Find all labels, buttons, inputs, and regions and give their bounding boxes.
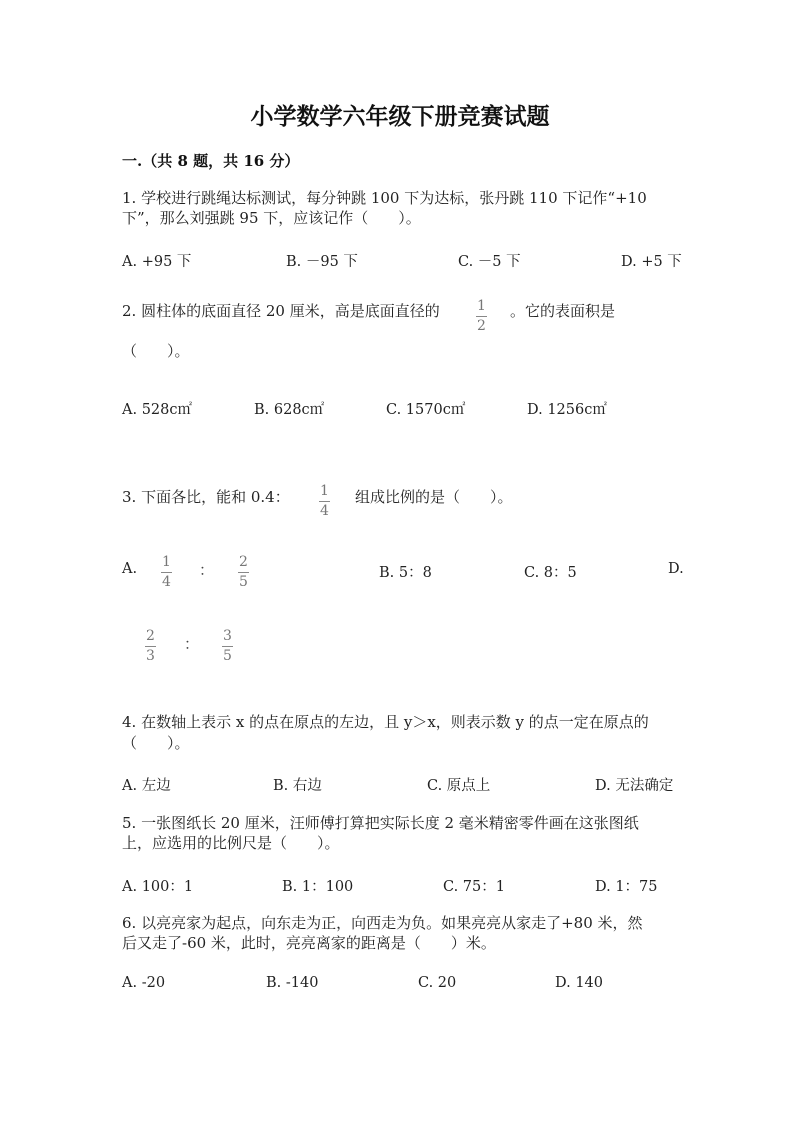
q1-option-c: C. －5 下 (458, 254, 521, 270)
q6-option-a: A. -20 (122, 975, 166, 991)
q1-option-b: B. －95 下 (286, 254, 358, 270)
question-2-line-2: （ ）。 (122, 342, 190, 360)
q4-option-a: A. 左边 (122, 778, 171, 794)
question-5-line-1: 5. 一张图纸长 20 厘米，汪师傅打算把实际长度 2 毫米精密零件画在这张图纸 (122, 814, 639, 832)
q4-option-b: B. 右边 (273, 778, 322, 794)
q3-option-a-fraction-1 (161, 555, 172, 589)
fraction-numerator: 2 (239, 554, 248, 570)
q5-option-b: B. 1：100 (282, 879, 354, 895)
q2-option-a: A. 528c㎡ (122, 402, 192, 418)
fraction-numerator: 3 (223, 628, 232, 644)
question-3-text-after: 组成比例的是（ ）。 (355, 488, 513, 506)
question-6-line-2: 后又走了-60 米，此时，亮亮离家的距离是（ ）米。 (122, 934, 496, 952)
q1-option-a: A. +95 下 (122, 254, 192, 270)
q3-option-d-colon: ： (184, 635, 200, 653)
q3-option-c: C. 8：5 (524, 565, 577, 581)
q2-fraction-denominator: 2 (477, 318, 486, 334)
q3-option-b: B. 5：8 (379, 565, 432, 581)
q1-option-d: D. +5 下 (621, 254, 682, 270)
q3-option-d-fraction-2 (222, 629, 233, 663)
q3-option-d-fraction-1 (145, 629, 156, 663)
question-6-line-1: 6. 以亮亮家为起点，向东走为正，向西走为负。如果亮亮从家走了+80 米，然 (122, 914, 643, 932)
q3-option-a-label: A. (122, 561, 138, 577)
question-2-text-before: 2. 圆柱体的底面直径 20 厘米，高是底面直径的 (122, 302, 440, 320)
q2-option-c: C. 1570c㎡ (386, 402, 466, 418)
q5-option-d: D. 1：75 (595, 879, 658, 895)
q3-option-a-colon: ： (199, 561, 215, 579)
q5-option-a: A. 100：1 (122, 879, 194, 895)
q2-option-d: D. 1256c㎡ (527, 402, 607, 418)
fraction-denominator: 5 (239, 574, 248, 590)
q6-option-b: B. -140 (266, 975, 319, 991)
q2-fraction-numerator: 1 (477, 298, 486, 314)
q6-option-c: C. 20 (418, 975, 457, 991)
question-4-line-1: 4. 在数轴上表示 x 的点在原点的左边，且 y＞x，则表示数 y 的点一定在原点的 (122, 713, 649, 731)
q4-option-c: C. 原点上 (427, 778, 491, 794)
page-title: 小学数学六年级下册竞赛试题 (250, 103, 550, 130)
q2-fraction (476, 299, 487, 333)
section-heading: 一.（共 8 题，共 16 分） (122, 152, 300, 170)
q5-option-c: C. 75：1 (443, 879, 505, 895)
question-4-line-2: （ ）。 (122, 734, 190, 752)
question-2-text-after: 。它的表面积是 (510, 302, 616, 320)
q3-fraction (319, 484, 330, 518)
q2-option-b: B. 628c㎡ (254, 402, 325, 418)
q3-fraction-numerator: 1 (320, 483, 329, 499)
q6-option-d: D. 140 (555, 975, 604, 991)
q4-option-d: D. 无法确定 (595, 778, 674, 794)
q3-option-a-fraction-2 (238, 555, 249, 589)
q3-option-d-label: D. (668, 561, 684, 577)
fraction-numerator: 2 (146, 628, 155, 644)
fraction-denominator: 3 (146, 648, 155, 664)
q3-fraction-denominator: 4 (320, 503, 329, 519)
fraction-denominator: 5 (223, 648, 232, 664)
question-3-text-before: 3. 下面各比，能和 0.4： (122, 488, 290, 506)
question-5-line-2: 上，应选用的比例尺是（ ）。 (122, 834, 340, 852)
fraction-denominator: 4 (162, 574, 171, 590)
fraction-numerator: 1 (162, 554, 171, 570)
question-1-line-1: 1. 学校进行跳绳达标测试，每分钟跳 100 下为达标，张丹跳 110 下记作“+10 (122, 189, 647, 207)
question-1-line-2: 下”，那么刘强跳 95 下，应该记作（ ）。 (122, 209, 421, 227)
